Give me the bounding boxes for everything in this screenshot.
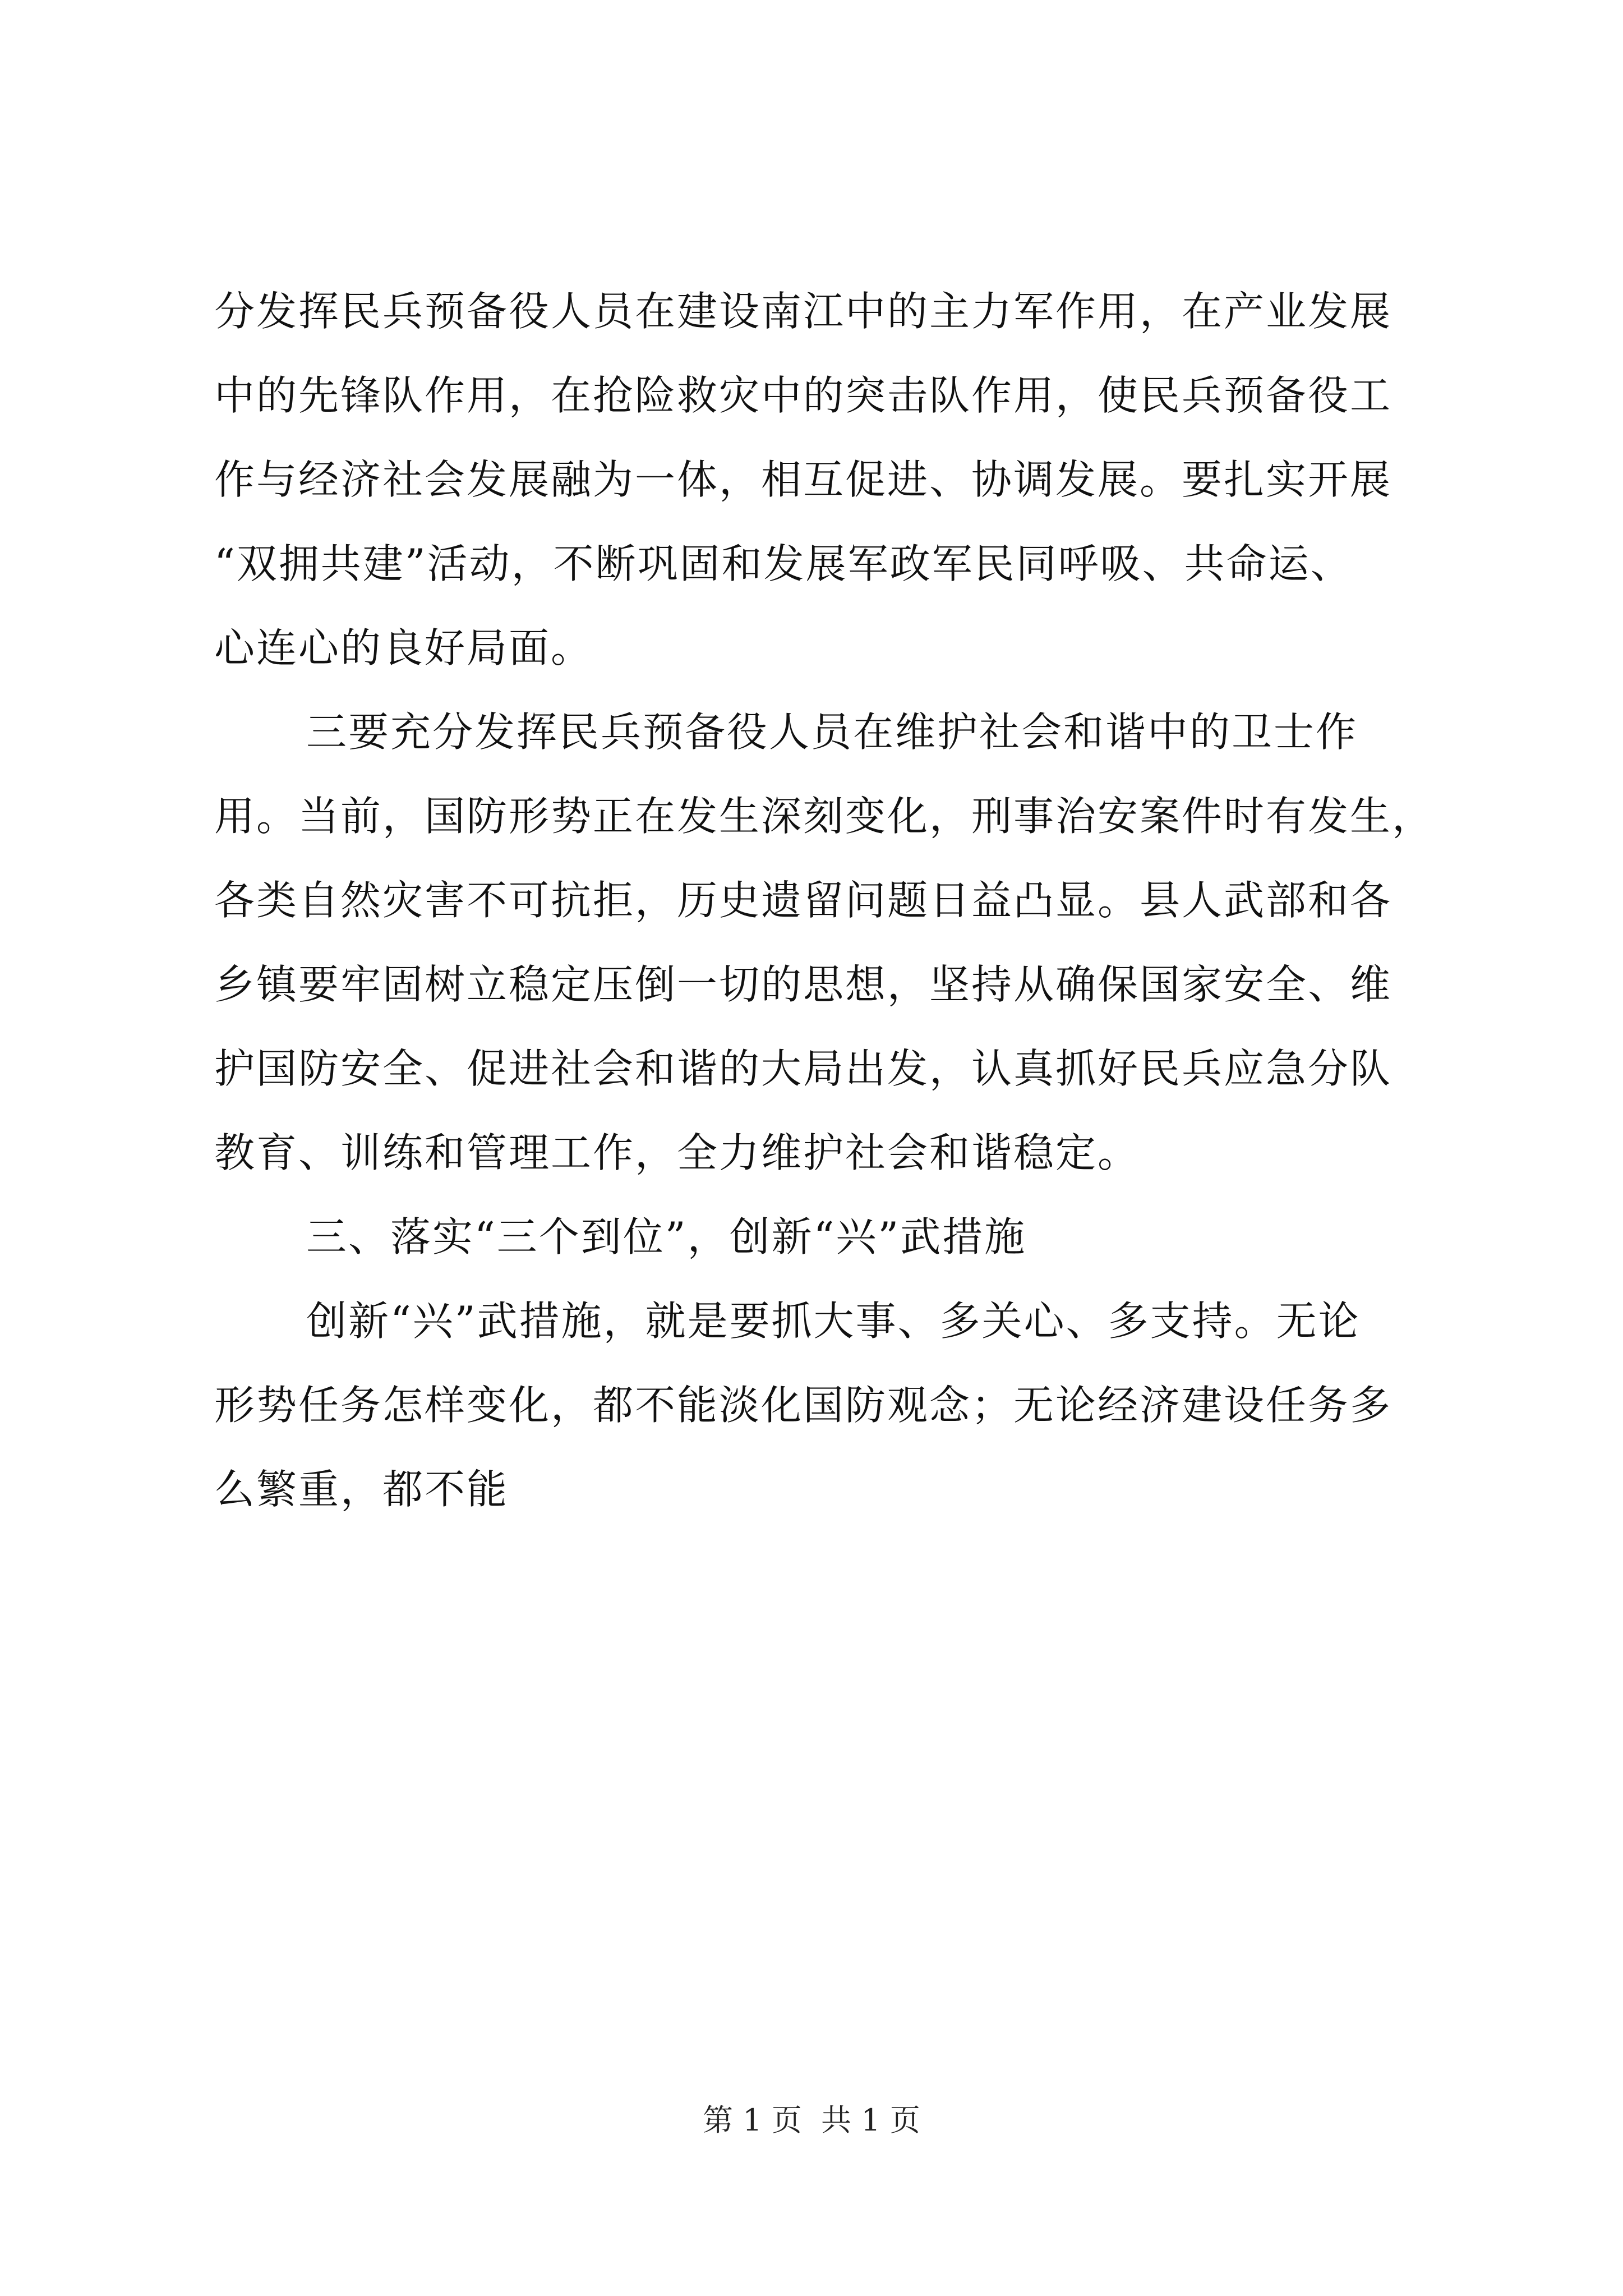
text-line: 教育、训练和管理工作，全力维护社会和谐稳定。 xyxy=(214,1129,1140,1176)
text-line: 创新“兴”武措施，就是要抓大事、多关心、多支持。无论 xyxy=(306,1297,1361,1345)
paragraph-innovation xyxy=(214,1279,1431,1531)
page-footer: 第 1 页 共 1 页 xyxy=(703,2102,920,2138)
text-line: 各类自然灾害不可抗拒，历史遗留问题日益凸显。县人武部和各 xyxy=(214,877,1393,924)
text-line: 作与经济社会发展融为一体，相互促进、协调发展。要扎实开展 xyxy=(214,456,1393,503)
paragraph-continuation xyxy=(214,269,1431,690)
section-heading-text: 三、落实“三个到位”，创新“兴”武措施 xyxy=(306,1213,1027,1260)
text-line: 三要充分发挥民兵预备役人员在维护社会和谐中的卫士作 xyxy=(306,708,1358,756)
paragraph-third-point xyxy=(214,690,1435,1195)
text-line: 用。当前，国防形势正在发生深刻变化，刑事治安案件时有发生， xyxy=(214,793,1435,840)
text-line: 乡镇要牢固树立稳定压倒一切的思想，坚持从确保国家安全、维 xyxy=(214,961,1393,1008)
text-line: 中的先锋队作用，在抢险救灾中的突击队作用，使民兵预备役工 xyxy=(214,372,1393,419)
text-line: 护国防安全、促进社会和谐的大局出发，认真抓好民兵应急分队 xyxy=(214,1045,1393,1092)
text-line: 么繁重，都不能 xyxy=(214,1466,509,1513)
text-line: 形势任务怎样变化，都不能淡化国防观念；无论经济建设任务多 xyxy=(214,1382,1393,1429)
body-text xyxy=(214,269,1435,1531)
section-heading xyxy=(214,1195,1431,1279)
text-line: 心连心的良好局面。 xyxy=(214,624,593,671)
text-line: “双拥共建”活动，不断巩固和发展军政军民同呼吸、共命运、 xyxy=(214,540,1353,587)
text-line: 分发挥民兵预备役人员在建设南江中的主力军作用，在产业发展 xyxy=(214,288,1393,335)
